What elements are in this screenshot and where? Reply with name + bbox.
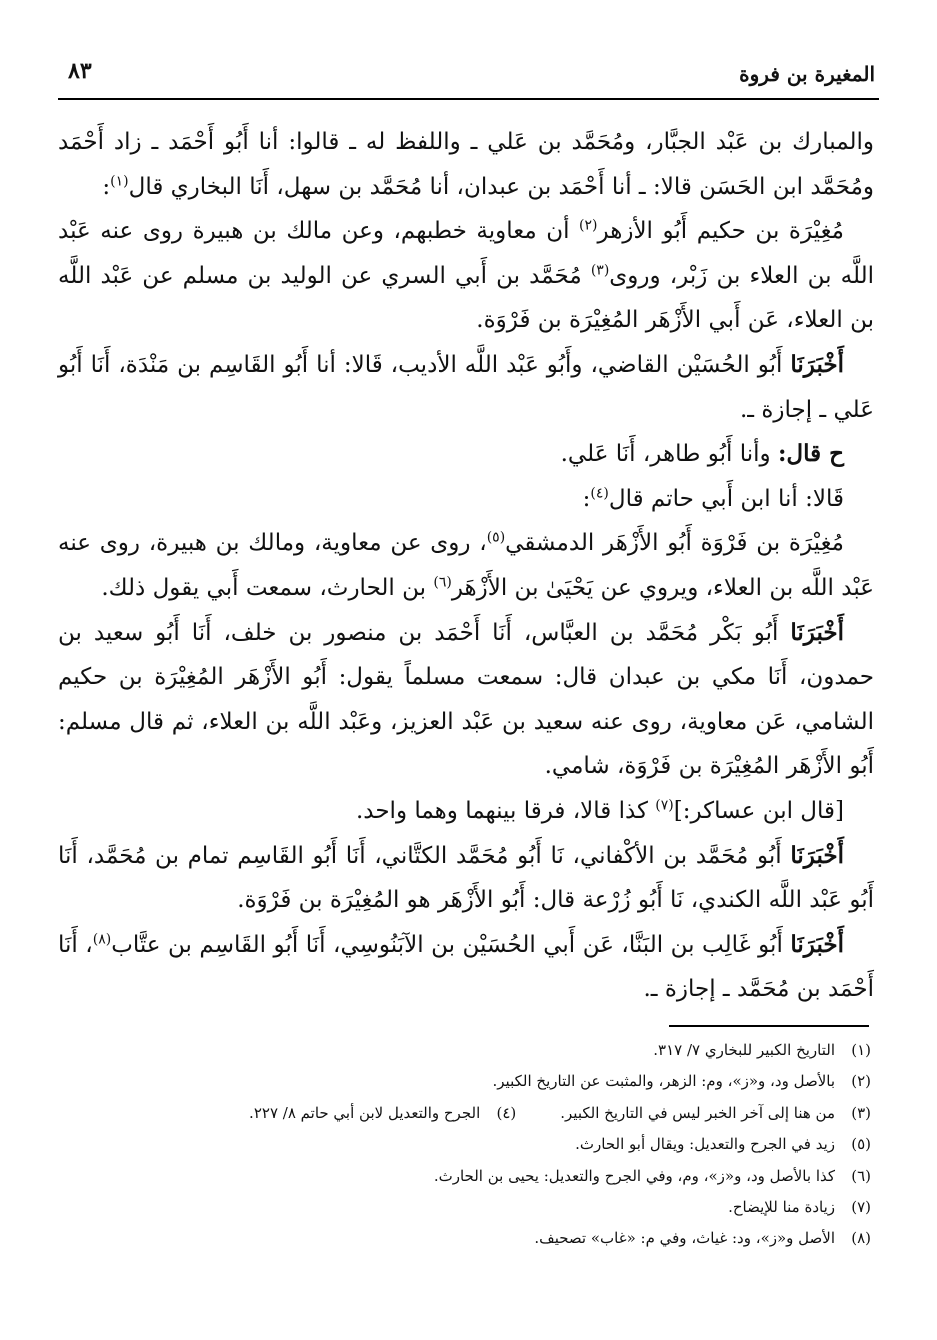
footnote-number: (٧) — [851, 1198, 871, 1217]
footnote-8 — [70, 1223, 871, 1254]
footnote-ref-1: (١) — [110, 172, 129, 189]
text-run: مُغِيْرَة بن حكيم أَبُو الأزهر — [597, 218, 844, 245]
akhbarana-keyword: أَخْبَرَنَا — [790, 350, 844, 378]
text-run: قَالا: أنا ابن أَبي حاتم قال — [608, 485, 844, 512]
footnote-ref-7: (٧) — [655, 797, 674, 814]
footnote-separator — [669, 1025, 869, 1027]
footnote-ref-4: (٤) — [590, 485, 609, 502]
footnote-text: بالأصل ود، و«ز»، وم: الزهر، والمثبت عن التاريخ الكبير. — [492, 1072, 835, 1091]
text-run: كذا قالا، فرقا بينهما وهما واحد. — [355, 797, 656, 824]
footnote-5 — [70, 1129, 871, 1160]
paragraph-9 — [58, 834, 874, 923]
footnote-6 — [70, 1161, 871, 1192]
text-run: والمبارك بن عَبْد الجبَّار، ومُحَمَّد بن عَلي ـ واللفظ له ـ قالوا: أنا أَبُو أَحْمَد ـ زاد أَحْمَد ومُحَمَّد ابن الحَسَن قالا: ـ أنا أَحْمَد بن عبدان، أنا مُحَمَّد بن سهل، أَنَا البخاري قال — [58, 129, 874, 200]
text-run: : — [102, 173, 111, 200]
footnote-7 — [70, 1192, 871, 1223]
footnote-number: (٤) — [496, 1103, 517, 1122]
text-run: أَبُو غَالِب بن البَنَّا، عَن أَبي الحُسَيْن بن الآبَنُوسِي، أَنَا أَبُو القَاسِم بن عتَّاب — [111, 931, 791, 958]
text-run: [قال ابن عساكر:] — [673, 797, 844, 824]
footnote-number: (٣) — [851, 1103, 871, 1122]
akhbarana-keyword: أَخْبَرَنَا — [790, 618, 844, 646]
paragraph-6 — [58, 521, 874, 610]
footnote-text: التاريخ الكبير للبخاري ٧/ ٣١٧. — [653, 1041, 835, 1059]
footnote-number: (٦) — [851, 1166, 871, 1185]
footnote-3-4 — [70, 1098, 871, 1129]
akhbarana-keyword: أَخْبَرَنَا — [790, 930, 844, 958]
main-text — [58, 120, 874, 1012]
footnote-text: زيد في الجرح والتعديل: ويقال أبو الحارث. — [575, 1135, 835, 1154]
footnote-text: زيادة منا للإيضاح. — [728, 1198, 835, 1217]
footnote-number: (٢) — [851, 1072, 871, 1091]
footnote-2 — [70, 1066, 871, 1097]
footnote-text: الأصل و«ز»، ود: غياث، وفي م: «غاب» تصحيف. — [534, 1229, 835, 1248]
text-run: بن الحارث، سمعت أَبي يقول ذلك. — [101, 574, 434, 601]
ha-qala-keyword: ح قال: — [777, 440, 844, 468]
text-run: مُغِيْرَة بن فَرْوَة أَبُو الأَزْهَر الدمشقي — [505, 530, 845, 557]
footnote-number: (٥) — [851, 1135, 871, 1154]
paragraph-7 — [58, 611, 874, 789]
text-run: وأنا أَبُو طاهر، أَنَا عَلي. — [560, 441, 778, 468]
paragraph-8 — [58, 789, 874, 834]
footnote-ref-6: (٦) — [433, 574, 452, 591]
footnote-ref-5: (٥) — [486, 529, 506, 546]
paragraph-10 — [58, 923, 874, 1012]
footnote-text: كذا بالأصل ود، و«ز»، وم، وفي الجرح والتعديل: يحيى بن الحارث. — [433, 1166, 835, 1185]
footnote-ref-3: (٣) — [590, 262, 610, 279]
paragraph-1 — [58, 120, 874, 209]
akhbarana-keyword: أَخْبَرَنَا — [790, 841, 844, 869]
paragraph-2 — [58, 209, 874, 343]
footnote-ref-2: (٢) — [579, 217, 598, 234]
text-run: ، روى عن معاوية، ومالك بن هبيرة، روى عنه عَبْد اللَّه بن العلاء، ويروي عن يَحْيَىٰ بن الأَزْهَر — [58, 530, 874, 601]
text-run: أَبُو بَكْر مُحَمَّد بن العبَّاس، أَنَا أَحْمَد بن منصور بن خلف، أَنَا أَبُو سعيد بن حمدون، أَنَا مكي بن عبدان قال: سمعت مسلماً يقول: أَبُو الأَزْهَر المُغِيْرَة بن حكيم الشامي، عَن معاوية، روى عنه سعيد بن عَبْد العزيز، وعَبْد اللَّه بن العلاء، ثم قال مسلم: أَبُو الأَزْهَر المُغِيْرَة بن فَرْوَة، شامي. — [58, 619, 874, 780]
text-run: ، أَنَا أَحْمَد بن مُحَمَّد ـ إجازة ـ. — [58, 931, 874, 1003]
text-run: : — [582, 485, 591, 512]
paragraph-5 — [58, 477, 874, 522]
paragraph-3 — [58, 343, 874, 432]
footnotes — [70, 1035, 871, 1255]
footnote-ref-8: (٨) — [92, 931, 112, 948]
footnote-number: (٨) — [851, 1229, 871, 1248]
footnote-1 — [70, 1035, 871, 1066]
text-run: أن معاوية خطبهم، وعن مالك بن هبيرة روى عنه عَبْد اللَّه بن العلاء بن زَبْر، وروى — [58, 218, 874, 289]
paragraph-4 — [58, 432, 874, 477]
footnote-number: (١) — [851, 1041, 871, 1059]
text-run: مُحَمَّد بن أَبي السري عن الوليد بن مسلم عن عَبْد اللَّه بن العلاء، عَن أَبي الأَزْهَر المُغِيْرَة بن فَرْوَة. — [58, 262, 874, 334]
text-run: أَبُو مُحَمَّد بن الأكْفاني، نَا أَبُو مُحَمَّد الكتَّاني، أَنَا أَبُو القَاسِم تمام بن مُحَمَّد، أَنَا أَبُو عَبْد اللَّه الكندي، نَا أَبُو زُرْعة قال: أَبُو الأَزْهَر هو المُغِيْرَة بن فَرْوَة. — [58, 842, 874, 914]
footnote-text: من هنا إلى آخر الخبر ليس في التاريخ الكبير. — [560, 1103, 835, 1122]
page-header — [58, 50, 879, 100]
page-number: ٨٣ — [68, 58, 92, 84]
text-run: أَبُو الحُسَيْن القاضي، وأَبُو عَبْد اللَّه الأديب، قَالا: أنا أَبُو القَاسِم بن مَنْدَة، أَنَا أَبُو عَلي ـ إجازة ـ. — [58, 351, 874, 423]
footnote-text: الجرح والتعديل لابن أبي حاتم ٨/ ٢٢٧. — [249, 1103, 481, 1122]
running-title: المغيرة بن فروة — [739, 62, 875, 86]
